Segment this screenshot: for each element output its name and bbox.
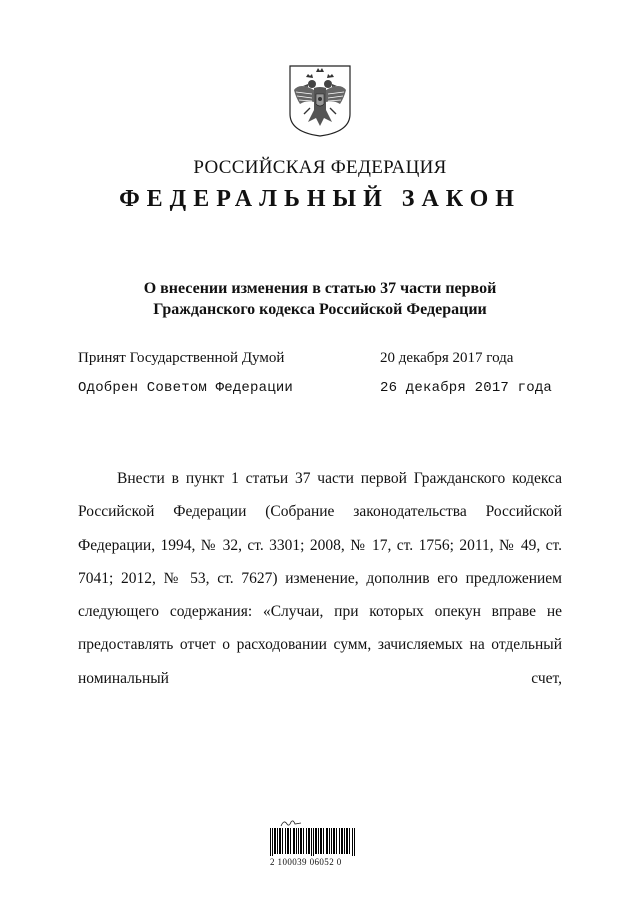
barcode-bars-icon	[270, 828, 356, 856]
law-title-line-1: О внесении изменения в статью 37 части первой	[143, 280, 497, 297]
adoption-row-council	[78, 380, 568, 400]
adoption-row-duma	[78, 350, 568, 370]
adoption-date: 20 декабря 2017 года	[380, 350, 514, 366]
approval-label: Одобрен Советом Федерации	[78, 380, 294, 396]
law-body-paragraph: Внести в пункт 1 статьи 37 части первой Гражданского кодекса Российской Федерации (Собрание законодательства Российской Федерации, 1994, № 32, ст. 3301; 2008, № 17, ст. 1756; 2011, № 49, ст. 7041; 2012, № 53, ст. 7627) изменение, дополнив его предложением следующего содержания: «Случаи, при которых опекун вправе не предоставлять отчет о расходовании сумм, зачисляемых на отдельный номинальный счет,	[78, 470, 562, 687]
signature-scribble-icon	[280, 818, 302, 828]
barcode-number: 2 100039 06052 0	[270, 857, 342, 867]
document-type-heading: ФЕДЕРАЛЬНЫЙ ЗАКОН	[119, 186, 521, 212]
coat-of-arms-emblem	[288, 64, 352, 138]
law-title	[0, 278, 640, 320]
country-heading: РОССИЙСКАЯ ФЕДЕРАЦИЯ	[193, 157, 447, 178]
adoption-label: Принят Государственной Думой	[78, 350, 285, 366]
approval-date: 26 декабря 2017 года	[380, 380, 553, 396]
double-headed-eagle-icon	[288, 64, 352, 138]
law-title-line-2: Гражданского кодекса Российской Федерации	[153, 301, 487, 318]
